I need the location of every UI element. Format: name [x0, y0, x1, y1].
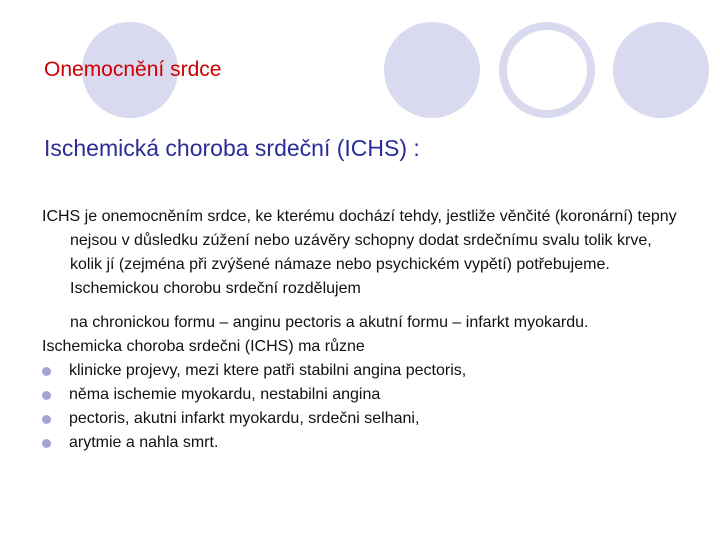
- slide-body: [42, 205, 682, 455]
- slide-subtitle: Ischemická choroba srdeční (ICHS) :: [44, 135, 420, 161]
- bullet-icon: [42, 391, 51, 400]
- decorative-circle: [613, 22, 709, 118]
- forms-paragraph: na chronickou formu – anginu pectoris a akutní formu – infarkt myokardu.: [70, 314, 589, 331]
- list-item: [42, 407, 682, 431]
- bullet-list: [42, 359, 682, 455]
- list-item-text: pectoris, akutni infarkt myokardu, srdečni selhani,: [69, 410, 420, 427]
- list-item-text: klinicke projevy, mezi ktere patři stabilni angina pectoris,: [69, 362, 467, 379]
- bullet-icon: [42, 415, 51, 424]
- list-intro: Ischemicka choroba srdečni (ICHS) ma různe: [42, 338, 365, 355]
- list-item-text: něma ischemie myokardu, nestabilni angina: [69, 386, 381, 403]
- list-item-text: arytmie a nahla smrt.: [69, 434, 219, 451]
- decorative-circle: [384, 22, 480, 118]
- list-item: [42, 431, 682, 455]
- list-item: [42, 383, 682, 407]
- bullet-icon: [42, 439, 51, 448]
- slide-title: Onemocnění srdce: [44, 58, 222, 81]
- bullet-icon: [42, 367, 51, 376]
- decorative-ring: [499, 22, 595, 118]
- definition-paragraph: ICHS je onemocněním srdce, ke kterému dochází tehdy, jestliže věnčité (koronární) tepny nejsou v důsledku zúžení nebo uzávěry schopny dodat srdečnímu svalu tolik krve, kolik jí (zejména při zvýšené námaze nebo psychickém vypětí) potřebujeme. Ischemickou chorobu srdeční rozdělujem: [42, 208, 677, 297]
- list-item: [42, 359, 682, 383]
